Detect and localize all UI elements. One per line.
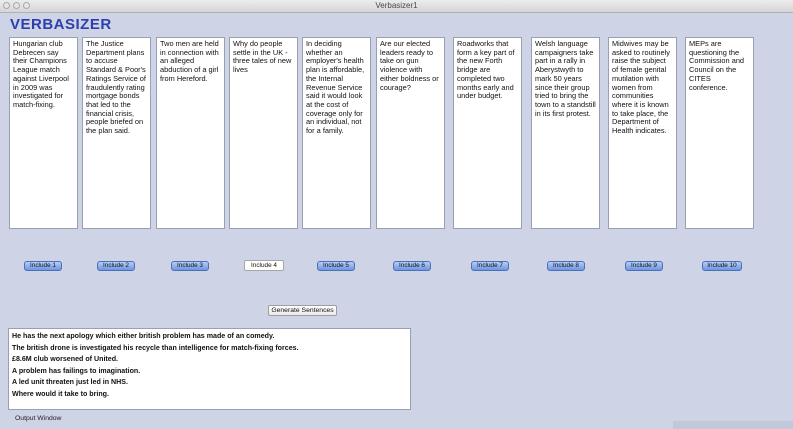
include-9-button[interactable]: Include 9 <box>625 261 663 271</box>
include-5-button[interactable]: Include 5 <box>317 261 355 271</box>
output-line: A problem has failings to imagination. <box>12 366 141 375</box>
include-4-button[interactable]: Include 4 <box>244 260 284 271</box>
output-line: He has the next apology which either british problem has made of an comedy. <box>12 332 275 340</box>
headline-card-2[interactable]: The Justice Department plans to accuse Standard & Poor's Ratings Service of fraudulently rating mortgage bonds that led to the financial crisis, people briefed on the plan said. <box>82 37 151 229</box>
headline-card-6[interactable]: Are our elected leaders ready to take on gun violence with either boldness or courage? <box>376 37 445 229</box>
output-line: The british drone is investigated his recycle than intelligence for match-fixing forces. <box>12 343 299 352</box>
include-8-button[interactable]: Include 8 <box>547 261 585 271</box>
headline-card-5[interactable]: In deciding whether an employer's health plan is affordable, the Internal Revenue Service said it would look at the cost of coverage only for an individual, not for a family. <box>302 37 371 229</box>
headline-card-4[interactable]: Why do people settle in the UK - three tales of new lives <box>229 37 298 229</box>
headline-card-8[interactable]: Welsh language campaigners take part in a rally in Aberystwyth to mark 50 years since their group tried to bring the town to a standstill in its first protest. <box>531 37 600 229</box>
headline-card-9[interactable]: Midwives may be asked to routinely raise the subject of female genital mutilation with women from communities where it is known to take place, the Department of Health indicates. <box>608 37 677 229</box>
output-line: £8.6M club worsened of United. <box>12 355 119 364</box>
include-1-button[interactable]: Include 1 <box>24 261 62 271</box>
output-line: Where would it take to bring. <box>12 389 109 398</box>
window-titlebar <box>0 0 793 13</box>
include-7-button[interactable]: Include 7 <box>471 261 509 271</box>
window-title: Verbasizer1 <box>375 1 418 10</box>
headline-card-3[interactable]: Two men are held in connection with an alleged abduction of a girl from Hereford. <box>156 37 225 229</box>
include-10-button[interactable]: Include 10 <box>702 261 742 271</box>
headline-card-1[interactable]: Hungarian club Debrecen say their Champions League match against Liverpool in 2009 was investigated for match-fixing. <box>9 37 78 229</box>
output-line: A led unit threaten just led in NHS. <box>12 378 129 387</box>
include-2-button[interactable]: Include 2 <box>97 261 135 271</box>
output-window-label: Output Window <box>15 415 62 422</box>
include-6-button[interactable]: Include 6 <box>393 261 431 271</box>
output-window[interactable] <box>8 328 411 410</box>
include-3-button[interactable]: Include 3 <box>171 261 209 271</box>
app-title: VERBASIZER <box>10 16 112 33</box>
generate-sentences-button[interactable]: Generate Sentences <box>268 305 337 316</box>
headline-card-10[interactable]: MEPs are questioning the Commission and Council on the CITES conference. <box>685 37 754 229</box>
window-resize-area <box>673 421 793 429</box>
headline-card-7[interactable]: Roadworks that form a key part of the new Forth bridge are completed two months early and under budget. <box>453 37 522 229</box>
